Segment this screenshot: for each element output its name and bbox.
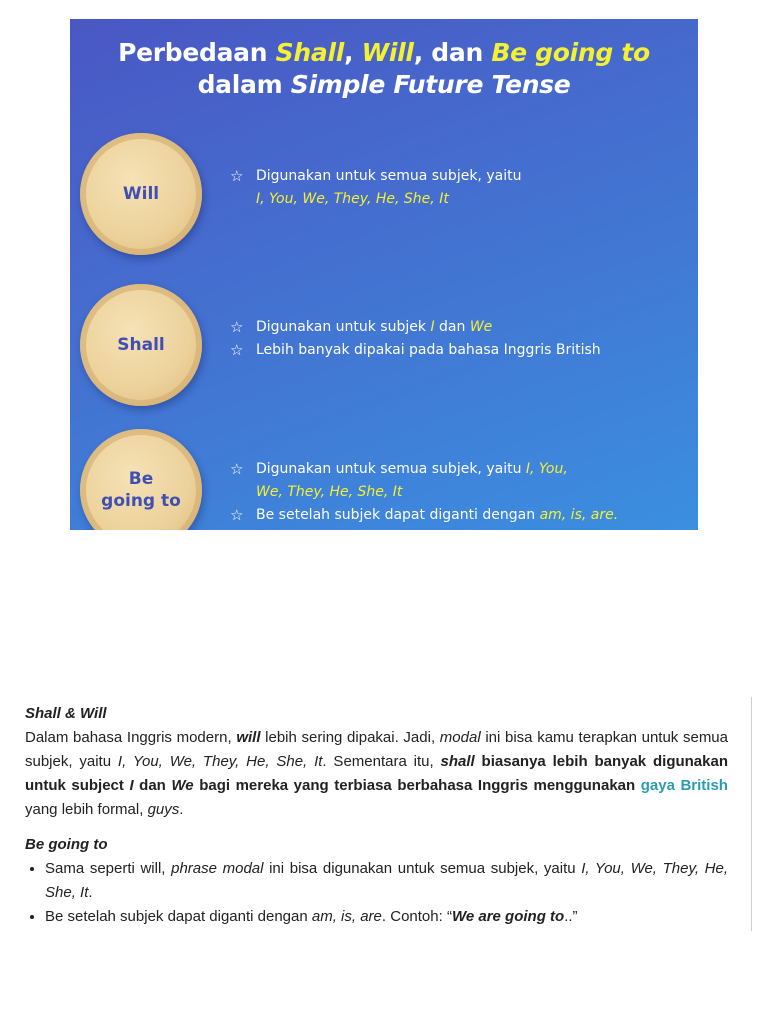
star-icon: ☆: [230, 341, 244, 359]
star-icon: ☆: [230, 506, 244, 524]
points-be-going-to: [230, 458, 618, 527]
star-icon: ☆: [230, 460, 244, 478]
star-icon: ☆: [230, 318, 244, 336]
title-line-2: dalam Simple Future Tense: [197, 70, 571, 99]
points-shall: [230, 316, 601, 362]
gaya-british-link[interactable]: gaya British: [640, 777, 728, 794]
plate-be-going-to: Be going to: [80, 429, 202, 530]
points-will: [230, 165, 521, 211]
paragraph-shall-will: Dalam bahasa Inggris modern, will lebih sering dipakai. Jadi, modal ini bisa kamu terapkan untuk semua subjek, yaitu I, You, We, They, He, She, It. Sementara itu, shall biasanya lebih banyak digunakan untuk subject I dan We bagi mereka yang terbiasa berbahasa Inggris menggunakan gaya British yang lebih formal, guys.: [25, 729, 728, 818]
title-line-1: Perbedaan Shall, Will, dan Be going to: [118, 38, 650, 67]
plate-shall: Shall: [80, 284, 202, 406]
bullet-list: [25, 857, 728, 929]
infographic-point: ☆ Lebih banyak dipakai pada bahasa Inggris British: [230, 339, 601, 362]
infographic-point: ☆ Digunakan untuk subjek I dan We: [230, 316, 601, 339]
infographic-point: ☆ Be setelah subjek dapat diganti dengan am, is, are.: [230, 504, 618, 527]
plate-will: Will: [80, 133, 202, 255]
star-icon: ☆: [230, 167, 244, 185]
list-item: • Sama seperti will, phrase modal ini bisa digunakan untuk semua subjek, yaitu I, You, We, They, He, She, It.: [45, 857, 728, 905]
heading-be-going-to: Be going to: [25, 836, 108, 853]
infographic-title: [70, 37, 698, 101]
infographic-point: ☆ Digunakan untuk semua subjek, yaitu: [230, 165, 521, 188]
infographic-point: I, You, We, They, He, She, It: [256, 191, 449, 207]
list-item: • Be setelah subjek dapat diganti dengan am, is, are. Contoh: “We are going to..”: [45, 905, 728, 929]
article-body: [25, 702, 728, 929]
divider-line: [751, 697, 752, 931]
infographic-image: [70, 19, 698, 530]
heading-shall-will: Shall & Will: [25, 705, 107, 722]
infographic-point: We, They, He, She, It: [256, 484, 403, 500]
infographic-point: ☆ Digunakan untuk semua subjek, yaitu I, You,: [230, 458, 618, 481]
